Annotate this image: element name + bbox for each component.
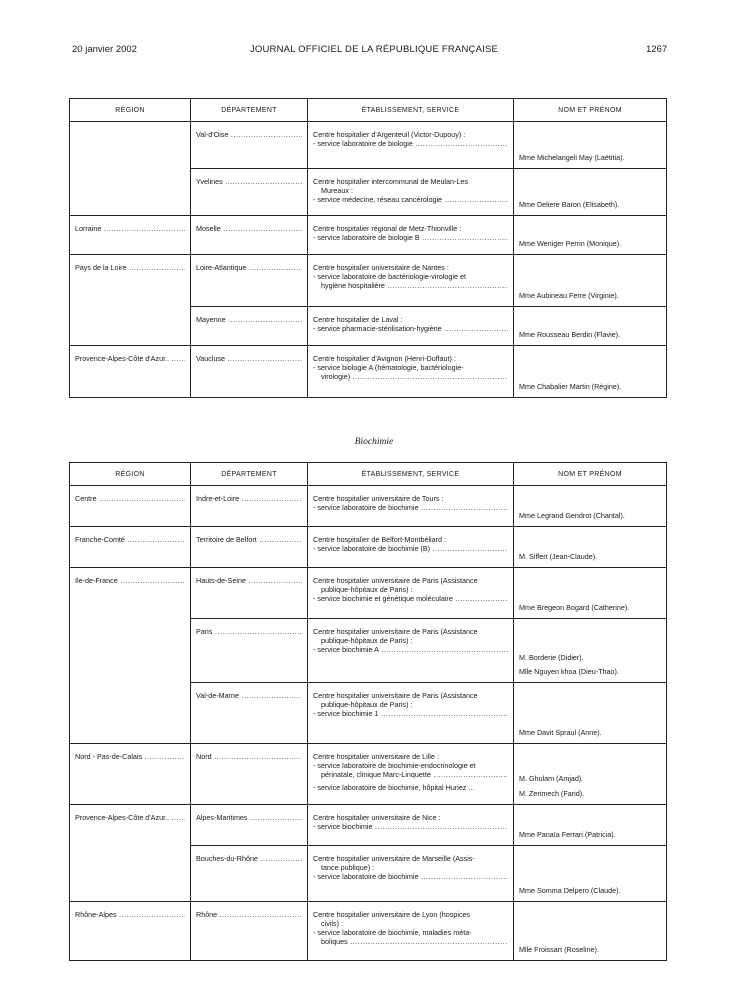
table-row: [70, 216, 667, 255]
table-row: [70, 527, 667, 568]
nom-cell: Mme Panaïa Ferrari (Patricia).: [514, 805, 667, 846]
nom-cell: Mme Legrand Gendrot (Chantal).: [514, 486, 667, 527]
etablissement-cell: Centre hospitalier de Laval : - service pharmacie-stérilisation-hygiène .....: [308, 307, 514, 346]
departement-cell: Paris .....: [191, 619, 308, 683]
nom-cell: Mme Weniger Perrin (Monique).: [514, 216, 667, 255]
col-header-etablissement: ÉTABLISSEMENT, SERVICE: [308, 463, 514, 486]
departement-cell: Yvelines .....: [191, 169, 308, 216]
table-row: [70, 805, 667, 846]
col-header-nom: NOM ET PRÉNOM: [514, 463, 667, 486]
region-cell: Provence-Alpes-Côte d'Azur.. .....: [70, 346, 191, 398]
nom-cell: Mme Rousseau Berdin (Flavie).: [514, 307, 667, 346]
col-header-region: RÉGION: [70, 463, 191, 486]
etablissement-cell: Centre hospitalier d'Argenteuil (Victor-Dupouy) : - service laboratoire de biologie .....: [308, 122, 514, 169]
nom-cell: Mme Bregeon Bogard (Catherine).: [514, 568, 667, 619]
nom-cell: Mme Chabalier Martin (Régine).: [514, 346, 667, 398]
etablissement-cell: Centre hospitalier universitaire de Lille : - service laboratoire de biochimie-endocrinologie et périnatale, clinique Marc-Linquette ..... - service laboratoire de biochimie, hôpital Huriez ...: [308, 744, 514, 805]
etablissement-cell: Centre hospitalier universitaire de Nice : - service biochimie .....: [308, 805, 514, 846]
etablissement-cell: Centre hospitalier universitaire de Paris (Assistance publique-hôpitaux de Paris) : - service biochimie A .....: [308, 619, 514, 683]
etablissement-cell: Centre hospitalier de Belfort-Montbéliard : - service laboratoire de biochimie (B) .....: [308, 527, 514, 568]
departement-cell: Alpes-Maritimes .....: [191, 805, 308, 846]
staff-table-1: [69, 98, 667, 398]
page-number: 1267: [646, 44, 668, 55]
region-cell: Centre .....: [70, 486, 191, 527]
col-header-nom: NOM ET PRÉNOM: [514, 99, 667, 122]
nom-cell: Mme Deliere Baron (Elisabeth).: [514, 169, 667, 216]
nom-cell: Mlle Froissart (Roseline).: [514, 902, 667, 961]
section-caption: Biochimie: [354, 437, 394, 447]
departement-cell: Val-de-Marne .....: [191, 683, 308, 744]
etablissement-cell: Centre hospitalier intercommunal de Meulan-Les Mureaux : - service médecine, réseau cancérologie .....: [308, 169, 514, 216]
staff-table-2: [69, 462, 667, 961]
region-cell: Provence-Alpes-Côte d'Azur.. .....: [70, 805, 191, 902]
table-row: [70, 255, 667, 307]
etablissement-cell: Centre hospitalier universitaire de Marseille (Assis- tance publique) : - service laboratoire de biochimie .....: [308, 846, 514, 902]
region-cell: [70, 122, 191, 216]
etablissement-cell: Centre hospitalier universitaire de Lyon (hospices civils) : - service laboratoire de biochimie, maladies méta- boliques .....: [308, 902, 514, 961]
etablissement-cell: Centre hospitalier universitaire de Paris (Assistance publique-hôpitaux de Paris) : - service biochimie 1 .....: [308, 683, 514, 744]
page-date: 20 janvier 2002: [72, 44, 137, 55]
col-header-etablissement: ÉTABLISSEMENT, SERVICE: [308, 99, 514, 122]
departement-cell: Territoire de Belfort .....: [191, 527, 308, 568]
region-cell: Rhône-Alpes .....: [70, 902, 191, 961]
nom-cell: Mme Michelangeli May (Laëtitia).: [514, 122, 667, 169]
departement-cell: Rhône .....: [191, 902, 308, 961]
table-row: [70, 486, 667, 527]
table-row: [70, 902, 667, 961]
region-cell: Lorraine .....: [70, 216, 191, 255]
departement-cell: Hauts-de-Seine .....: [191, 568, 308, 619]
region-cell: Franche-Comté .....: [70, 527, 191, 568]
col-header-departement: DÉPARTEMENT: [191, 463, 308, 486]
nom-cell: Mme Somma Delpero (Claude).: [514, 846, 667, 902]
nom-cell: M. Siffert (Jean-Claude).: [514, 527, 667, 568]
table-row: [70, 122, 667, 169]
region-cell: Nord - Pas-de-Calais .....: [70, 744, 191, 805]
etablissement-cell: Centre hospitalier universitaire de Nantes : - service laboratoire de bactériologie-virologie et hygiène hospitalière .....: [308, 255, 514, 307]
region-cell: Pays de la Loire .....: [70, 255, 191, 346]
etablissement-cell: Centre hospitalier universitaire de Tours : - service laboratoire de biochimie .....: [308, 486, 514, 527]
nom-cell: M. Ghulam (Amjad). M. Zerimech (Farid).: [514, 744, 667, 805]
nom-cell: Mme Aubineau Ferre (Virginie).: [514, 255, 667, 307]
nom-cell: M. Borderie (Didier). Mlle Nguyen khoa (Dieu-Thao).: [514, 619, 667, 683]
table-row: [70, 744, 667, 805]
region-cell: Ile-de-France .....: [70, 568, 191, 744]
col-header-region: RÉGION: [70, 99, 191, 122]
departement-cell: Vaucluse .....: [191, 346, 308, 398]
departement-cell: Bouches-du-Rhône .....: [191, 846, 308, 902]
etablissement-cell: Centre hospitalier universitaire de Paris (Assistance publique-hôpitaux de Paris) : - service biochimie et génétique moléculaire .....: [308, 568, 514, 619]
table-row: [70, 568, 667, 619]
departement-cell: Indre-et-Loire .....: [191, 486, 308, 527]
table-header-row: [70, 99, 667, 122]
col-header-departement: DÉPARTEMENT: [191, 99, 308, 122]
table-row: [70, 346, 667, 398]
departement-cell: Val-d'Oise .....: [191, 122, 308, 169]
journal-title: JOURNAL OFFICIEL DE LA RÉPUBLIQUE FRANÇAISE: [249, 44, 499, 55]
table-header-row: [70, 463, 667, 486]
etablissement-cell: Centre hospitalier régional de Metz-Thionville : - service laboratoire de biologie B .....: [308, 216, 514, 255]
nom-cell: Mme Davit Spraul (Anne).: [514, 683, 667, 744]
etablissement-cell: Centre hospitalier d'Avignon (Henri-Duffaut) : - service biologie A (hématologie, bactériologie- virologie) .....: [308, 346, 514, 398]
departement-cell: Loire-Atlantique .....: [191, 255, 308, 307]
departement-cell: Moselle .....: [191, 216, 308, 255]
departement-cell: Mayenne .....: [191, 307, 308, 346]
departement-cell: Nord .....: [191, 744, 308, 805]
